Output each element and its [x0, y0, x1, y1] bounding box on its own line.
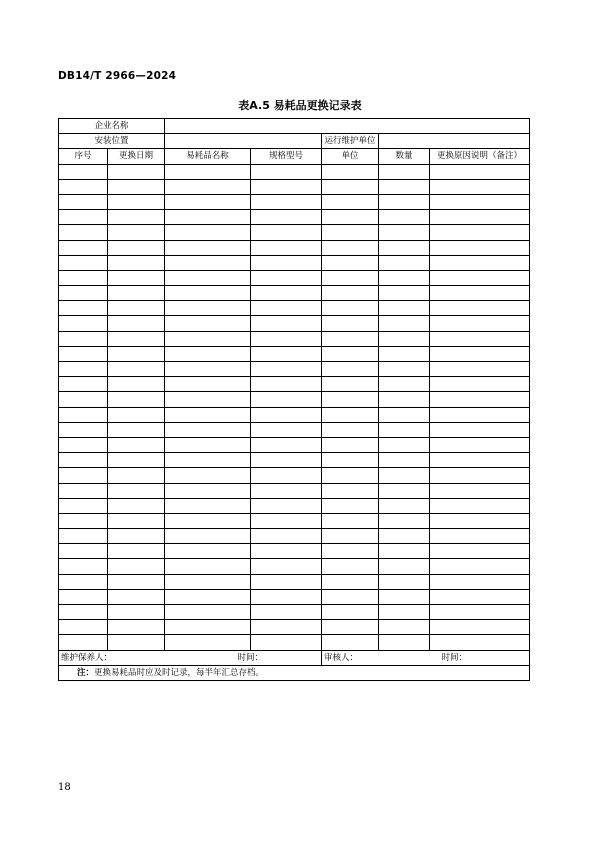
record-cell-date[interactable] [108, 422, 165, 437]
record-cell-quantity[interactable] [379, 362, 430, 377]
record-cell-reason[interactable] [430, 559, 530, 574]
record-cell-item-name[interactable] [165, 498, 251, 513]
record-cell-item-name[interactable] [165, 331, 251, 346]
record-row [59, 255, 530, 270]
record-cell-seq[interactable] [59, 164, 108, 179]
record-cell-item-name[interactable] [165, 346, 251, 361]
record-cell-reason[interactable] [430, 286, 530, 301]
record-cell-quantity[interactable] [379, 301, 430, 316]
record-cell-unit[interactable] [322, 331, 379, 346]
record-cell-date[interactable] [108, 605, 165, 620]
record-cell-model[interactable] [251, 286, 322, 301]
record-cell-seq[interactable] [59, 194, 108, 209]
record-cell-item-name[interactable] [165, 574, 251, 589]
record-cell-reason[interactable] [430, 392, 530, 407]
maintainer-time-label: 时间： [237, 652, 264, 663]
record-cell-model[interactable] [251, 316, 322, 331]
record-cell-date[interactable] [108, 286, 165, 301]
record-cell-unit[interactable] [322, 529, 379, 544]
record-cell-model[interactable] [251, 270, 322, 285]
record-cell-seq[interactable] [59, 301, 108, 316]
record-row [59, 301, 530, 316]
company-value-cell[interactable] [165, 119, 530, 134]
record-cell-reason[interactable] [430, 422, 530, 437]
record-cell-item-name[interactable] [165, 301, 251, 316]
record-cell-model[interactable] [251, 544, 322, 559]
record-cell-item-name[interactable] [165, 605, 251, 620]
record-cell-quantity[interactable] [379, 422, 430, 437]
record-cell-date[interactable] [108, 270, 165, 285]
record-cell-quantity[interactable] [379, 468, 430, 483]
record-row [59, 529, 530, 544]
record-cell-reason[interactable] [430, 498, 530, 513]
note-prefix: 注： [77, 667, 95, 678]
record-cell-quantity[interactable] [379, 589, 430, 604]
record-cell-quantity[interactable] [379, 225, 430, 240]
record-cell-unit[interactable] [322, 574, 379, 589]
record-cell-date[interactable] [108, 529, 165, 544]
record-cell-quantity[interactable] [379, 270, 430, 285]
record-cell-unit[interactable] [322, 225, 379, 240]
record-cell-seq[interactable] [59, 362, 108, 377]
record-cell-date[interactable] [108, 574, 165, 589]
record-cell-item-name[interactable] [165, 392, 251, 407]
record-cell-reason[interactable] [430, 346, 530, 361]
record-cell-seq[interactable] [59, 544, 108, 559]
record-cell-unit[interactable] [322, 240, 379, 255]
record-row [59, 635, 530, 650]
record-cell-seq[interactable] [59, 377, 108, 392]
record-cell-quantity[interactable] [379, 513, 430, 528]
record-cell-date[interactable] [108, 407, 165, 422]
record-row [59, 316, 530, 331]
record-cell-reason[interactable] [430, 210, 530, 225]
record-cell-quantity[interactable] [379, 210, 430, 225]
col-header-item-name: 易耗品名称 [165, 149, 251, 164]
record-cell-quantity[interactable] [379, 559, 430, 574]
record-cell-reason[interactable] [430, 316, 530, 331]
record-cell-item-name[interactable] [165, 225, 251, 240]
record-cell-seq[interactable] [59, 529, 108, 544]
col-header-seq: 序号 [59, 149, 108, 164]
record-cell-quantity[interactable] [379, 529, 430, 544]
col-header-quantity: 数量 [379, 149, 430, 164]
record-cell-date[interactable] [108, 513, 165, 528]
record-cell-reason[interactable] [430, 362, 530, 377]
reviewer-time-label: 时间： [441, 652, 468, 663]
record-cell-reason[interactable] [430, 331, 530, 346]
record-cell-unit[interactable] [322, 635, 379, 650]
col-header-date: 更换日期 [108, 149, 165, 164]
record-cell-item-name[interactable] [165, 513, 251, 528]
record-cell-date[interactable] [108, 362, 165, 377]
record-cell-item-name[interactable] [165, 316, 251, 331]
reviewer-label: 审核人： [324, 652, 359, 663]
record-cell-reason[interactable] [430, 620, 530, 635]
record-row [59, 559, 530, 574]
record-cell-seq[interactable] [59, 498, 108, 513]
record-cell-date[interactable] [108, 544, 165, 559]
record-cell-quantity[interactable] [379, 377, 430, 392]
record-cell-model[interactable] [251, 635, 322, 650]
location-label: 安装位置 [59, 134, 165, 149]
record-cell-seq[interactable] [59, 620, 108, 635]
record-cell-model[interactable] [251, 179, 322, 194]
record-cell-item-name[interactable] [165, 255, 251, 270]
record-cell-date[interactable] [108, 437, 165, 452]
record-cell-seq[interactable] [59, 635, 108, 650]
record-cell-seq[interactable] [59, 346, 108, 361]
record-cell-quantity[interactable] [379, 437, 430, 452]
record-cell-date[interactable] [108, 377, 165, 392]
record-cell-model[interactable] [251, 468, 322, 483]
record-cell-unit[interactable] [322, 377, 379, 392]
record-row [59, 544, 530, 559]
record-cell-model[interactable] [251, 498, 322, 513]
record-cell-quantity[interactable] [379, 194, 430, 209]
record-cell-reason[interactable] [430, 194, 530, 209]
record-cell-date[interactable] [108, 498, 165, 513]
record-cell-item-name[interactable] [165, 210, 251, 225]
record-cell-date[interactable] [108, 301, 165, 316]
company-label: 企业名称 [59, 119, 165, 134]
record-cell-reason[interactable] [430, 407, 530, 422]
record-cell-seq[interactable] [59, 453, 108, 468]
record-cell-date[interactable] [108, 210, 165, 225]
record-cell-item-name[interactable] [165, 544, 251, 559]
record-cell-quantity[interactable] [379, 392, 430, 407]
record-cell-unit[interactable] [322, 407, 379, 422]
record-row [59, 574, 530, 589]
record-cell-seq[interactable] [59, 559, 108, 574]
record-cell-date[interactable] [108, 453, 165, 468]
record-cell-date[interactable] [108, 331, 165, 346]
record-cell-item-name[interactable] [165, 270, 251, 285]
record-cell-date[interactable] [108, 346, 165, 361]
record-cell-reason[interactable] [430, 240, 530, 255]
record-cell-unit[interactable] [322, 544, 379, 559]
maintainer-cell[interactable] [59, 650, 322, 665]
record-cell-unit[interactable] [322, 301, 379, 316]
record-cell-quantity[interactable] [379, 635, 430, 650]
record-cell-unit[interactable] [322, 392, 379, 407]
company-row [59, 119, 530, 134]
record-cell-date[interactable] [108, 179, 165, 194]
record-cell-reason[interactable] [430, 377, 530, 392]
record-cell-unit[interactable] [322, 513, 379, 528]
record-cell-item-name[interactable] [165, 240, 251, 255]
record-cell-quantity[interactable] [379, 286, 430, 301]
record-cell-item-name[interactable] [165, 635, 251, 650]
record-cell-reason[interactable] [430, 301, 530, 316]
consumables-replacement-table [58, 118, 530, 681]
record-cell-date[interactable] [108, 316, 165, 331]
record-cell-model[interactable] [251, 453, 322, 468]
record-cell-model[interactable] [251, 407, 322, 422]
record-cell-quantity[interactable] [379, 620, 430, 635]
record-cell-date[interactable] [108, 468, 165, 483]
record-cell-reason[interactable] [430, 255, 530, 270]
record-cell-date[interactable] [108, 620, 165, 635]
record-cell-item-name[interactable] [165, 620, 251, 635]
record-cell-model[interactable] [251, 589, 322, 604]
record-cell-reason[interactable] [430, 179, 530, 194]
record-cell-item-name[interactable] [165, 362, 251, 377]
record-cell-seq[interactable] [59, 255, 108, 270]
record-cell-item-name[interactable] [165, 559, 251, 574]
record-cell-unit[interactable] [322, 270, 379, 285]
record-cell-item-name[interactable] [165, 589, 251, 604]
record-cell-seq[interactable] [59, 286, 108, 301]
operator-label: 运行维护单位 [322, 134, 379, 149]
record-cell-seq[interactable] [59, 574, 108, 589]
record-cell-seq[interactable] [59, 225, 108, 240]
record-cell-quantity[interactable] [379, 544, 430, 559]
record-cell-item-name[interactable] [165, 194, 251, 209]
record-cell-model[interactable] [251, 225, 322, 240]
record-row [59, 286, 530, 301]
record-cell-seq[interactable] [59, 316, 108, 331]
record-cell-unit[interactable] [322, 483, 379, 498]
record-cell-item-name[interactable] [165, 529, 251, 544]
record-cell-reason[interactable] [430, 270, 530, 285]
record-cell-model[interactable] [251, 377, 322, 392]
record-row [59, 620, 530, 635]
record-cell-date[interactable] [108, 225, 165, 240]
record-cell-model[interactable] [251, 422, 322, 437]
record-cell-date[interactable] [108, 164, 165, 179]
record-cell-quantity[interactable] [379, 346, 430, 361]
col-header-unit: 单位 [322, 149, 379, 164]
record-cell-unit[interactable] [322, 362, 379, 377]
record-cell-item-name[interactable] [165, 164, 251, 179]
record-cell-item-name[interactable] [165, 468, 251, 483]
record-cell-unit[interactable] [322, 437, 379, 452]
record-cell-item-name[interactable] [165, 286, 251, 301]
record-cell-unit[interactable] [322, 255, 379, 270]
record-cell-model[interactable] [251, 240, 322, 255]
record-row [59, 392, 530, 407]
record-cell-quantity[interactable] [379, 574, 430, 589]
record-cell-seq[interactable] [59, 468, 108, 483]
note-text: 更换易耗品时应及时记录，每半年汇总存档。 [94, 667, 265, 678]
record-cell-item-name[interactable] [165, 437, 251, 452]
record-row [59, 407, 530, 422]
record-cell-model[interactable] [251, 392, 322, 407]
record-cell-reason[interactable] [430, 574, 530, 589]
record-row [59, 513, 530, 528]
record-row [59, 377, 530, 392]
record-cell-model[interactable] [251, 331, 322, 346]
location-row [59, 134, 530, 149]
record-cell-model[interactable] [251, 194, 322, 209]
record-cell-reason[interactable] [430, 635, 530, 650]
record-row [59, 225, 530, 240]
record-cell-seq[interactable] [59, 210, 108, 225]
record-cell-seq[interactable] [59, 179, 108, 194]
record-cell-unit[interactable] [322, 179, 379, 194]
record-row [59, 498, 530, 513]
record-cell-reason[interactable] [430, 164, 530, 179]
record-cell-seq[interactable] [59, 437, 108, 452]
document-code: DB14/T 2966—2024 [58, 70, 177, 82]
record-cell-unit[interactable] [322, 453, 379, 468]
record-cell-model[interactable] [251, 255, 322, 270]
record-cell-reason[interactable] [430, 605, 530, 620]
record-cell-item-name[interactable] [165, 407, 251, 422]
record-cell-item-name[interactable] [165, 453, 251, 468]
record-row [59, 589, 530, 604]
record-cell-seq[interactable] [59, 483, 108, 498]
record-row [59, 164, 530, 179]
record-cell-model[interactable] [251, 559, 322, 574]
record-cell-reason[interactable] [430, 589, 530, 604]
record-cell-quantity[interactable] [379, 255, 430, 270]
record-cell-date[interactable] [108, 240, 165, 255]
record-cell-reason[interactable] [430, 529, 530, 544]
record-cell-quantity[interactable] [379, 453, 430, 468]
record-cell-quantity[interactable] [379, 483, 430, 498]
record-cell-quantity[interactable] [379, 605, 430, 620]
record-cell-unit[interactable] [322, 559, 379, 574]
record-cell-seq[interactable] [59, 513, 108, 528]
record-cell-unit[interactable] [322, 422, 379, 437]
record-cell-model[interactable] [251, 164, 322, 179]
record-cell-date[interactable] [108, 589, 165, 604]
record-cell-item-name[interactable] [165, 179, 251, 194]
record-cell-unit[interactable] [322, 589, 379, 604]
record-cell-reason[interactable] [430, 453, 530, 468]
record-cell-reason[interactable] [430, 483, 530, 498]
col-header-model: 规格型号 [251, 149, 322, 164]
record-cell-quantity[interactable] [379, 164, 430, 179]
record-cell-unit[interactable] [322, 164, 379, 179]
record-cell-model[interactable] [251, 483, 322, 498]
record-cell-model[interactable] [251, 605, 322, 620]
record-cell-date[interactable] [108, 483, 165, 498]
record-row [59, 270, 530, 285]
record-cell-reason[interactable] [430, 544, 530, 559]
record-cell-seq[interactable] [59, 422, 108, 437]
record-row [59, 453, 530, 468]
record-cell-item-name[interactable] [165, 377, 251, 392]
operator-value-cell[interactable] [379, 134, 530, 149]
signature-row [59, 650, 530, 665]
record-cell-date[interactable] [108, 559, 165, 574]
page-number: 18 [58, 782, 71, 793]
record-cell-seq[interactable] [59, 270, 108, 285]
record-cell-model[interactable] [251, 574, 322, 589]
record-cell-date[interactable] [108, 255, 165, 270]
record-cell-seq[interactable] [59, 589, 108, 604]
record-row [59, 210, 530, 225]
record-row [59, 194, 530, 209]
record-cell-unit[interactable] [322, 605, 379, 620]
record-row [59, 362, 530, 377]
record-cell-seq[interactable] [59, 240, 108, 255]
record-cell-model[interactable] [251, 210, 322, 225]
record-cell-reason[interactable] [430, 225, 530, 240]
record-cell-seq[interactable] [59, 392, 108, 407]
record-cell-unit[interactable] [322, 346, 379, 361]
record-cell-date[interactable] [108, 194, 165, 209]
record-cell-model[interactable] [251, 362, 322, 377]
record-cell-model[interactable] [251, 437, 322, 452]
record-row [59, 605, 530, 620]
record-row [59, 437, 530, 452]
record-row [59, 331, 530, 346]
record-cell-model[interactable] [251, 346, 322, 361]
record-cell-quantity[interactable] [379, 316, 430, 331]
record-cell-unit[interactable] [322, 468, 379, 483]
record-cell-item-name[interactable] [165, 483, 251, 498]
record-cell-model[interactable] [251, 513, 322, 528]
reviewer-cell[interactable] [322, 650, 530, 665]
record-row [59, 346, 530, 361]
record-cell-unit[interactable] [322, 210, 379, 225]
record-cell-quantity[interactable] [379, 179, 430, 194]
record-cell-seq[interactable] [59, 605, 108, 620]
location-value-cell[interactable] [165, 134, 322, 149]
col-header-reason: 更换原因说明（备注） [430, 149, 530, 164]
record-row [59, 483, 530, 498]
record-cell-reason[interactable] [430, 468, 530, 483]
table-title: 表A.5 易耗品更换记录表 [238, 99, 362, 112]
record-cell-quantity[interactable] [379, 240, 430, 255]
record-cell-reason[interactable] [430, 437, 530, 452]
record-cell-model[interactable] [251, 301, 322, 316]
record-row [59, 179, 530, 194]
record-cell-unit[interactable] [322, 316, 379, 331]
record-cell-seq[interactable] [59, 331, 108, 346]
record-cell-quantity[interactable] [379, 331, 430, 346]
maintainer-label: 维护保养人： [61, 652, 113, 663]
record-row [59, 468, 530, 483]
record-cell-date[interactable] [108, 635, 165, 650]
record-cell-model[interactable] [251, 620, 322, 635]
record-cell-date[interactable] [108, 392, 165, 407]
column-header-row [59, 149, 530, 164]
note-cell [59, 665, 530, 680]
record-row [59, 422, 530, 437]
record-cell-reason[interactable] [430, 513, 530, 528]
note-row [59, 665, 530, 680]
record-cell-quantity[interactable] [379, 498, 430, 513]
record-row [59, 240, 530, 255]
record-cell-unit[interactable] [322, 620, 379, 635]
record-cell-seq[interactable] [59, 407, 108, 422]
record-cell-unit[interactable] [322, 194, 379, 209]
record-cell-item-name[interactable] [165, 422, 251, 437]
record-cell-unit[interactable] [322, 286, 379, 301]
record-cell-unit[interactable] [322, 498, 379, 513]
record-cell-model[interactable] [251, 529, 322, 544]
record-cell-quantity[interactable] [379, 407, 430, 422]
